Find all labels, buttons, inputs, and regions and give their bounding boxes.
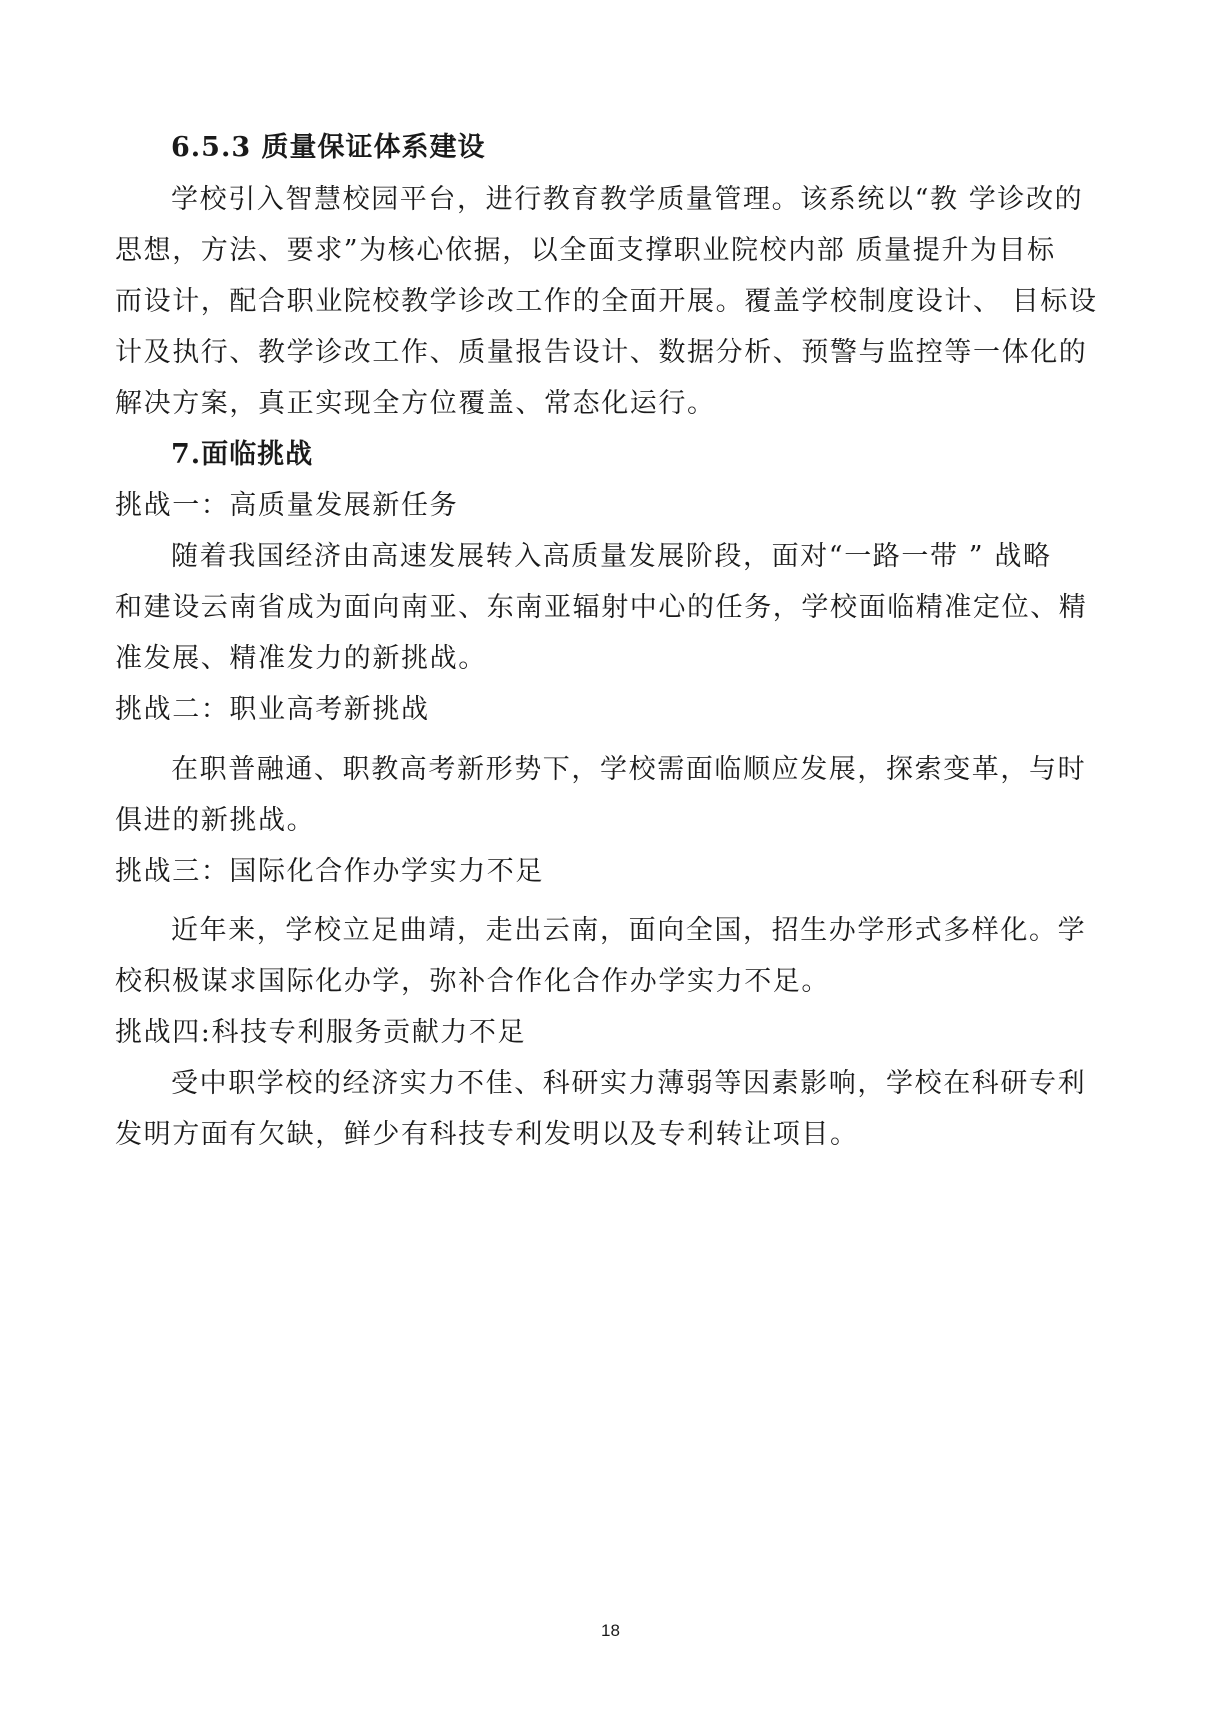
paragraph-line: 随着我国经济由高速发展转入高质量发展阶段，面对“一路一带 ” 战略	[171, 541, 1052, 572]
paragraph-line: 发明方面有欠缺，鲜少有科技专利发明以及专利转让项目。	[115, 1119, 859, 1150]
paragraph-line: 准发展、精准发力的新挑战。	[115, 643, 487, 674]
paragraph-line: 受中职学校的经济实力不佳、科研实力薄弱等因素影响，学校在科研专利	[171, 1068, 1087, 1099]
paragraph-line: 解决方案，真正实现全方位覆盖、常态化运行。	[115, 388, 716, 419]
paragraph-line: 思想，方法、要求”为核心依据，以全面支撑职业院校内部 质量提升为目标	[115, 235, 1056, 266]
paragraph-line: 计及执行、教学诊改工作、质量报告设计、数据分析、预警与监控等一体化的	[115, 337, 1088, 368]
challenge-title: 挑战二：职业高考新挑战	[115, 694, 430, 725]
page-number: 18	[601, 1621, 620, 1640]
challenge-title: 挑战四:科技专利服务贡献力不足	[115, 1017, 527, 1048]
challenge-title: 挑战三：国际化合作办学实力不足	[115, 856, 544, 887]
paragraph-line: 近年来，学校立足曲靖，走出云南，面向全国，招生办学形式多样化。学	[171, 915, 1087, 946]
section-heading: 6.5.3 质量保证体系建设	[171, 132, 486, 163]
paragraph-line: 在职普融通、职教高考新形势下，学校需面临顺应发展，探索变革，与时	[171, 754, 1087, 785]
paragraph-line: 俱进的新挑战。	[115, 805, 316, 836]
paragraph-line: 校积极谋求国际化办学，弥补合作化合作办学实力不足。	[115, 966, 830, 997]
challenge-title: 挑战一：高质量发展新任务	[115, 490, 459, 521]
chapter-heading: 7.面临挑战	[171, 439, 314, 470]
paragraph-line: 和建设云南省成为面向南亚、东南亚辐射中心的任务，学校面临精准定位、精	[115, 592, 1088, 623]
paragraph-line: 学校引入智慧校园平台，进行教育教学质量管理。该系统以“教 学诊改的	[171, 184, 1084, 215]
paragraph-line: 而设计，配合职业院校教学诊改工作的全面开展。覆盖学校制度设计、 目标设	[115, 286, 1098, 317]
